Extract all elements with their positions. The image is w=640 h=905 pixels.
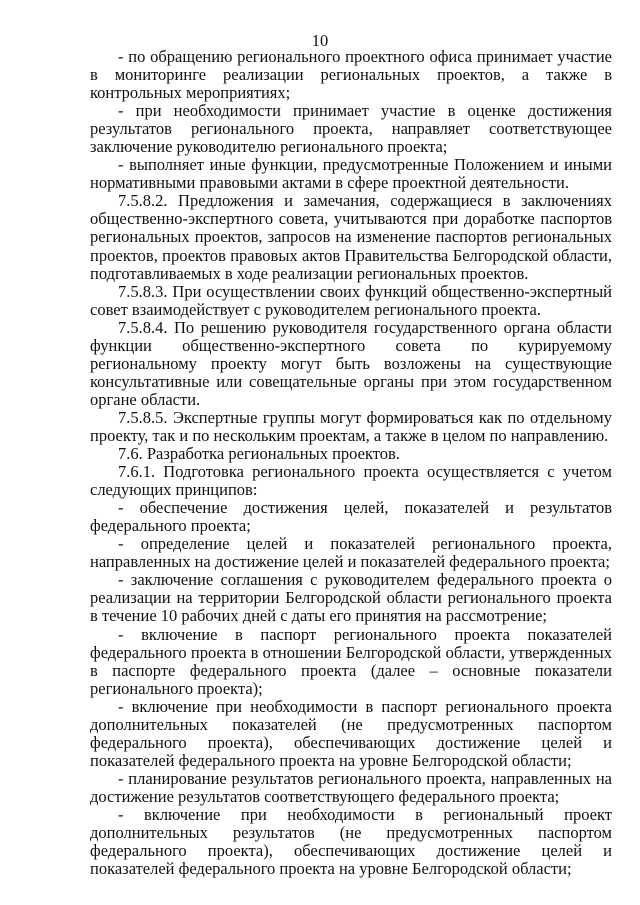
paragraph: 7.6.1. Подготовка регионального проекта осуществляется с учетом следующих принципов: [90, 462, 612, 500]
paragraph: - определение целей и показателей регионального проекта, направленных на достижение целей и показателей федерального проекта; [90, 534, 612, 572]
paragraph: - выполняет иные функции, предусмотренные Положением и иными нормативными правовыми актами в сфере проектной деятельности. [90, 155, 612, 193]
section-heading: 7.6. Разработка региональных проектов. [118, 444, 400, 464]
paragraph: 7.5.8.5. Экспертные группы могут формироваться как по отдельному проекту, так и по нескольким проектам, а также в целом по направлению. [90, 407, 612, 445]
paragraph: - при необходимости принимает участие в оценке достижения результатов регионального проекта, направляет соответствующее заключение руководителю регионального проекта; [90, 101, 612, 157]
page-number: 10 [311, 31, 329, 50]
paragraph: 7.5.8.3. При осуществлении своих функций общественно-экспертный совет взаимодействует с руководителем регионального проекта. [90, 281, 612, 319]
paragraph: - планирование результатов регионального проекта, направленных на достижение результатов соответствующего федерального проекта; [90, 768, 612, 806]
paragraph: - заключение соглашения с руководителем федерального проекта о реализации на территории Белгородской области регионального проекта в течение 10 рабочих дней с даты его принятия на рассмотрение; [90, 570, 612, 626]
paragraph: - включение при необходимости в региональный проект дополнительных результатов (не предусмотренных паспортом федерального проекта), обеспечивающих достижение целей и показателей федерального проекта на уровне Белгородской области; [90, 804, 612, 879]
paragraph: - включение при необходимости в паспорт регионального проекта дополнительных показателей (не предусмотренных паспортом федерального проекта), обеспечивающих достижение целей и показателей федерального проекта на уровне Белгородской области; [90, 696, 612, 770]
paragraph: 7.5.8.4. По решению руководителя государственного органа области функции общественно-экспертного совета по курируемому региональному проекту могут быть возложены на существующие консультативные или совещательные органы при этом государственном органе области. [90, 317, 612, 409]
paragraph: - обеспечение достижения целей, показателей и результатов федерального проекта; [90, 498, 612, 536]
document-body [90, 48, 612, 878]
paragraph: - включение в паспорт регионального проекта показателей федерального проекта в отношении Белгородской области, утвержденных в паспорте федерального проекта (далее – основные показатели регионального проекта); [90, 624, 612, 698]
paragraph: 7.5.8.2. Предложения и замечания, содержащиеся в заключениях общественно-экспертного совета, учитываются при доработке паспортов региональных проектов, запросов на изменение паспортов региональных проектов, проектов правовых актов Правительства Белгородской области, подготавливаемых в ходе реализации региональных проектов. [90, 191, 612, 283]
paragraph: - по обращению регионального проектного офиса принимает участие в мониторинге реализации региональных проектов, а также в контрольных мероприятиях; [90, 47, 612, 103]
